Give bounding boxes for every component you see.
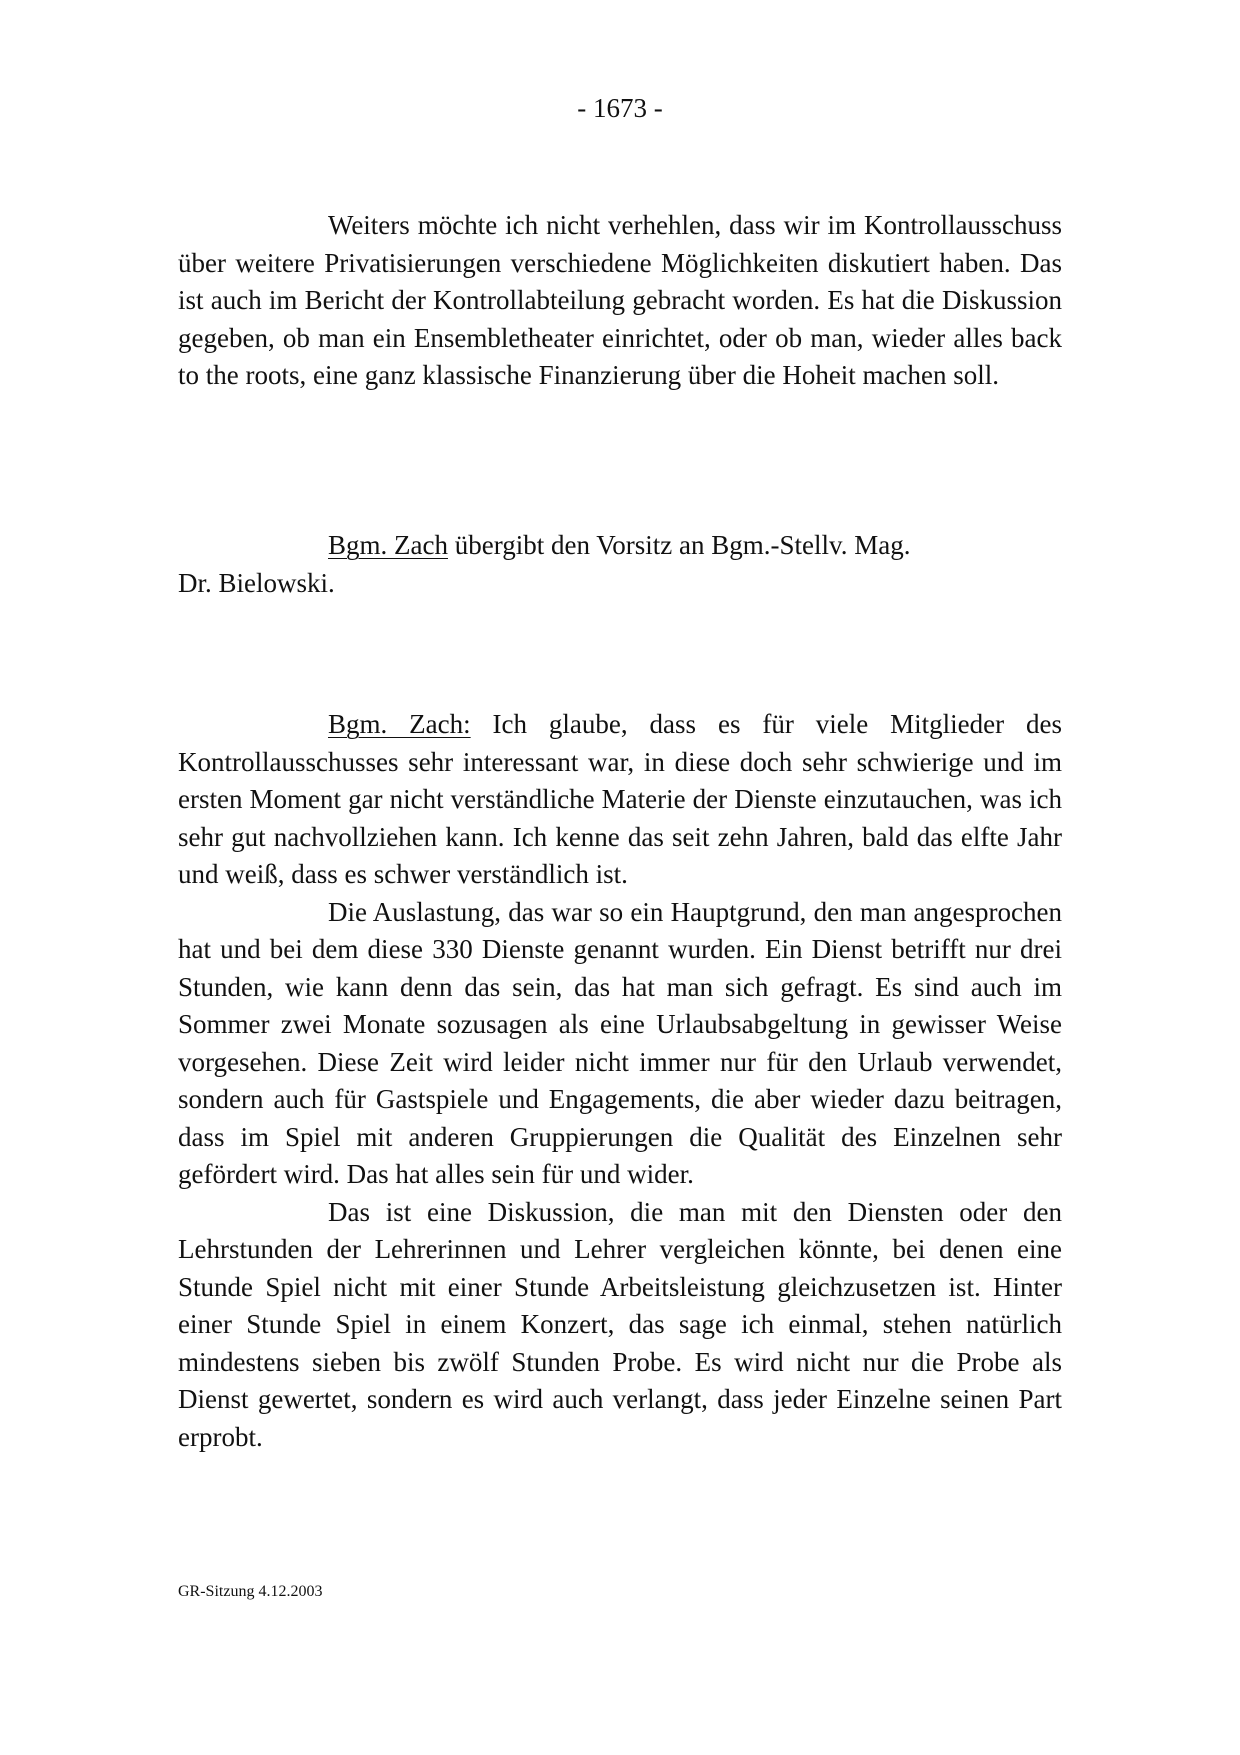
- paragraph-privatisierung: [178, 207, 1062, 395]
- paragraph-body: übergibt den Vorsitz an Bgm.-Stellv. Mag.: [447, 530, 911, 560]
- page-number: - 1673 -: [577, 93, 663, 123]
- paragraph-body: Die Auslastung, das war so ein Hauptgrund, den man angesprochen hat und bei dem diese 330 Dienste genannt wurden. Ein Dienst betrifft nur drei Stunden, wie kann denn das sein, das hat man sich gefragt. Es sind auch im Sommer zwei Monate sozusagen als eine Urlaubsabgeltung in gewisser Weise vorgesehen. Diese Zeit wird leider nicht immer nur für den Urlaub verwendet, sondern auch für Gastspiele und Engagements, die aber wieder dazu beitragen, dass im Spiel mit anderen Gruppierungen die Qualität des Einzelnen sehr gefördert wird. Das hat alles sein für und wider.: [178, 896, 1062, 1189]
- speaker-name: Bgm. Zach:: [328, 709, 471, 739]
- paragraph-text: [178, 527, 1062, 565]
- footer-session-date: GR-Sitzung 4.12.2003: [178, 1583, 323, 1600]
- speech-paragraph-1: [178, 706, 1062, 894]
- paragraph-body: Weiters möchte ich nicht verhehlen, dass wir im Kontrollausschuss über weitere Privatisierungen verschiedene Möglichkeiten diskutiert haben. Das ist auch im Bericht der Kontrollabteilung gebracht worden. Es hat die Diskussion gegeben, ob man ein Ensembletheater einrichtet, oder ob man, wieder alles back to the roots, eine ganz klassische Finanzierung über die Hoheit machen soll.: [178, 210, 1062, 390]
- paragraph-body: Ich glaube, dass es für viele Mitglieder des Kontrollausschusses sehr interessant war, in diese doch sehr schwierige und im ersten Moment gar nicht verständliche Materie der Dienste einzutauchen, was ich sehr gut nachvollziehen kann. Ich kenne das seit zehn Jahren, bald das elfte Jahr und weiß, dass es schwer verständlich ist.: [178, 709, 1062, 889]
- paragraph-text: [178, 207, 1062, 395]
- paragraph-speech: [178, 706, 1062, 1456]
- paragraph-body: Das ist eine Diskussion, die man mit den Diensten oder den Lehrstunden der Lehrerinnen und Lehrer vergleichen könnte, bei denen eine Stunde Spiel nicht mit einer Stunde Arbeitsleistung gleichzusetzen ist. Hinter einer Stunde Spiel in einem Konzert, das sage ich einmal, stehen natürlich mindestens sieben bis zwölf Stunden Probe. Es wird nicht nur die Probe als Dienst gewertet, sondern es wird auch verlangt, dass jeder Einzelne seinen Part erprobt.: [178, 1196, 1062, 1452]
- paragraph-vorsitz: [178, 527, 1062, 602]
- speech-paragraph-2: [178, 894, 1062, 1194]
- speaker-name: Bgm. Zach: [328, 530, 448, 560]
- speech-paragraph-3: [178, 1194, 1062, 1457]
- paragraph-line2: Dr. Bielowski.: [178, 567, 335, 598]
